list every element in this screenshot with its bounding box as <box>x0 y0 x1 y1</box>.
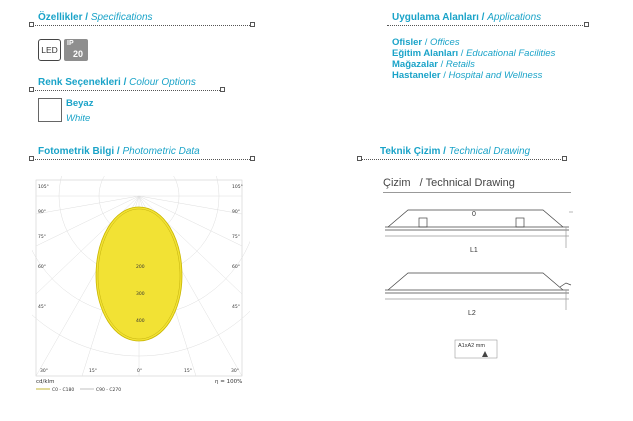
applications-rule <box>387 25 587 26</box>
legend-c90: C90 - C270 <box>96 388 122 393</box>
dimension-l2: L2 <box>468 310 476 317</box>
angle-label: 75° <box>38 235 46 240</box>
application-item: Eğitim Alanları / Educational Facilities <box>392 48 556 59</box>
angle-label: 30° <box>40 369 48 374</box>
angle-label: 90° <box>38 210 46 215</box>
radial-value-label: 400 <box>136 319 145 324</box>
angle-label: 90° <box>232 210 240 215</box>
technical-heading: Teknik Çizim / Technical Drawing <box>380 146 531 157</box>
zero-label: 0 <box>472 211 476 218</box>
technical-drawing <box>383 200 575 360</box>
specifications-en: Specifications <box>90 12 153 23</box>
photometric-rule <box>32 159 252 160</box>
angle-label: 15° <box>89 369 97 374</box>
led-badge: LED <box>38 39 61 61</box>
photometric-diagram <box>32 176 250 396</box>
colour-options-en: Colour Options <box>129 77 196 88</box>
colour-options-heading: Renk Seçenekleri / Colour Options <box>38 77 196 88</box>
specifications-heading: Özellikler / Specifications <box>38 12 153 23</box>
applications-list <box>392 37 555 81</box>
ip-label: IP <box>67 40 74 47</box>
angle-label: 45° <box>38 305 46 310</box>
angle-label: 75° <box>232 235 240 240</box>
swatch-label-tr: Beyaz <box>66 98 94 109</box>
drawing-title: Çizim / Technical Drawing <box>383 177 515 189</box>
applications-heading: Uygulama Alanları / Applications <box>392 12 542 23</box>
photometric-en: Photometric Data <box>122 146 200 157</box>
rule-marker <box>29 22 34 27</box>
application-item: Hastaneler / Hospital and Wellness <box>392 70 543 81</box>
efficiency-label: η = 100% <box>215 379 243 385</box>
angle-label: 60° <box>38 265 46 270</box>
angle-label: 105° <box>38 185 49 190</box>
technical-tr: Teknik Çizim <box>380 146 441 157</box>
angle-label: 0° <box>137 369 143 374</box>
white-swatch <box>38 98 62 122</box>
applications-tr: Uygulama Alanları <box>392 12 479 23</box>
technical-rule <box>360 159 565 160</box>
angle-label: 30° <box>231 369 239 374</box>
rule-marker <box>562 156 567 161</box>
legend-c0: C0 - C180 <box>52 388 75 393</box>
rule-marker <box>584 22 589 27</box>
dimension-l1: L1 <box>470 247 478 254</box>
rule-marker <box>220 87 225 92</box>
unit-label: cd/klm <box>36 379 55 385</box>
angle-label: 60° <box>232 265 240 270</box>
side-view-l2 <box>385 273 571 310</box>
radial-value-label: 200 <box>136 265 145 270</box>
applications-en: Applications <box>487 12 542 23</box>
technical-en: Technical Drawing <box>448 146 531 157</box>
angle-label: 15° <box>184 369 192 374</box>
rule-marker <box>29 87 34 92</box>
specifications-rule <box>32 25 252 26</box>
photometric-heading: Fotometrik Bilgi / Photometric Data <box>38 146 200 157</box>
swatch-label-en: White <box>66 113 91 124</box>
application-item: Mağazalar / Retails <box>392 59 475 70</box>
ip-badge <box>64 39 88 61</box>
colour-options-tr: Renk Seçenekleri <box>38 77 121 88</box>
angle-label: 105° <box>232 185 243 190</box>
photometric-tr: Fotometrik Bilgi <box>38 146 115 157</box>
specifications-tr: Özellikler <box>38 12 83 23</box>
application-item: Ofisler / Offices <box>392 37 460 48</box>
colour-rule <box>32 90 222 91</box>
side-view-l1 <box>385 210 573 248</box>
rule-marker <box>29 156 34 161</box>
cutout-label: A1xA2 mm <box>458 343 485 349</box>
angle-label: 45° <box>232 305 240 310</box>
drawing-title-rule <box>383 192 571 193</box>
ip-value: 20 <box>73 49 84 59</box>
rule-marker <box>250 156 255 161</box>
rule-marker <box>250 22 255 27</box>
rule-marker <box>357 156 362 161</box>
radial-value-label: 300 <box>136 292 145 297</box>
